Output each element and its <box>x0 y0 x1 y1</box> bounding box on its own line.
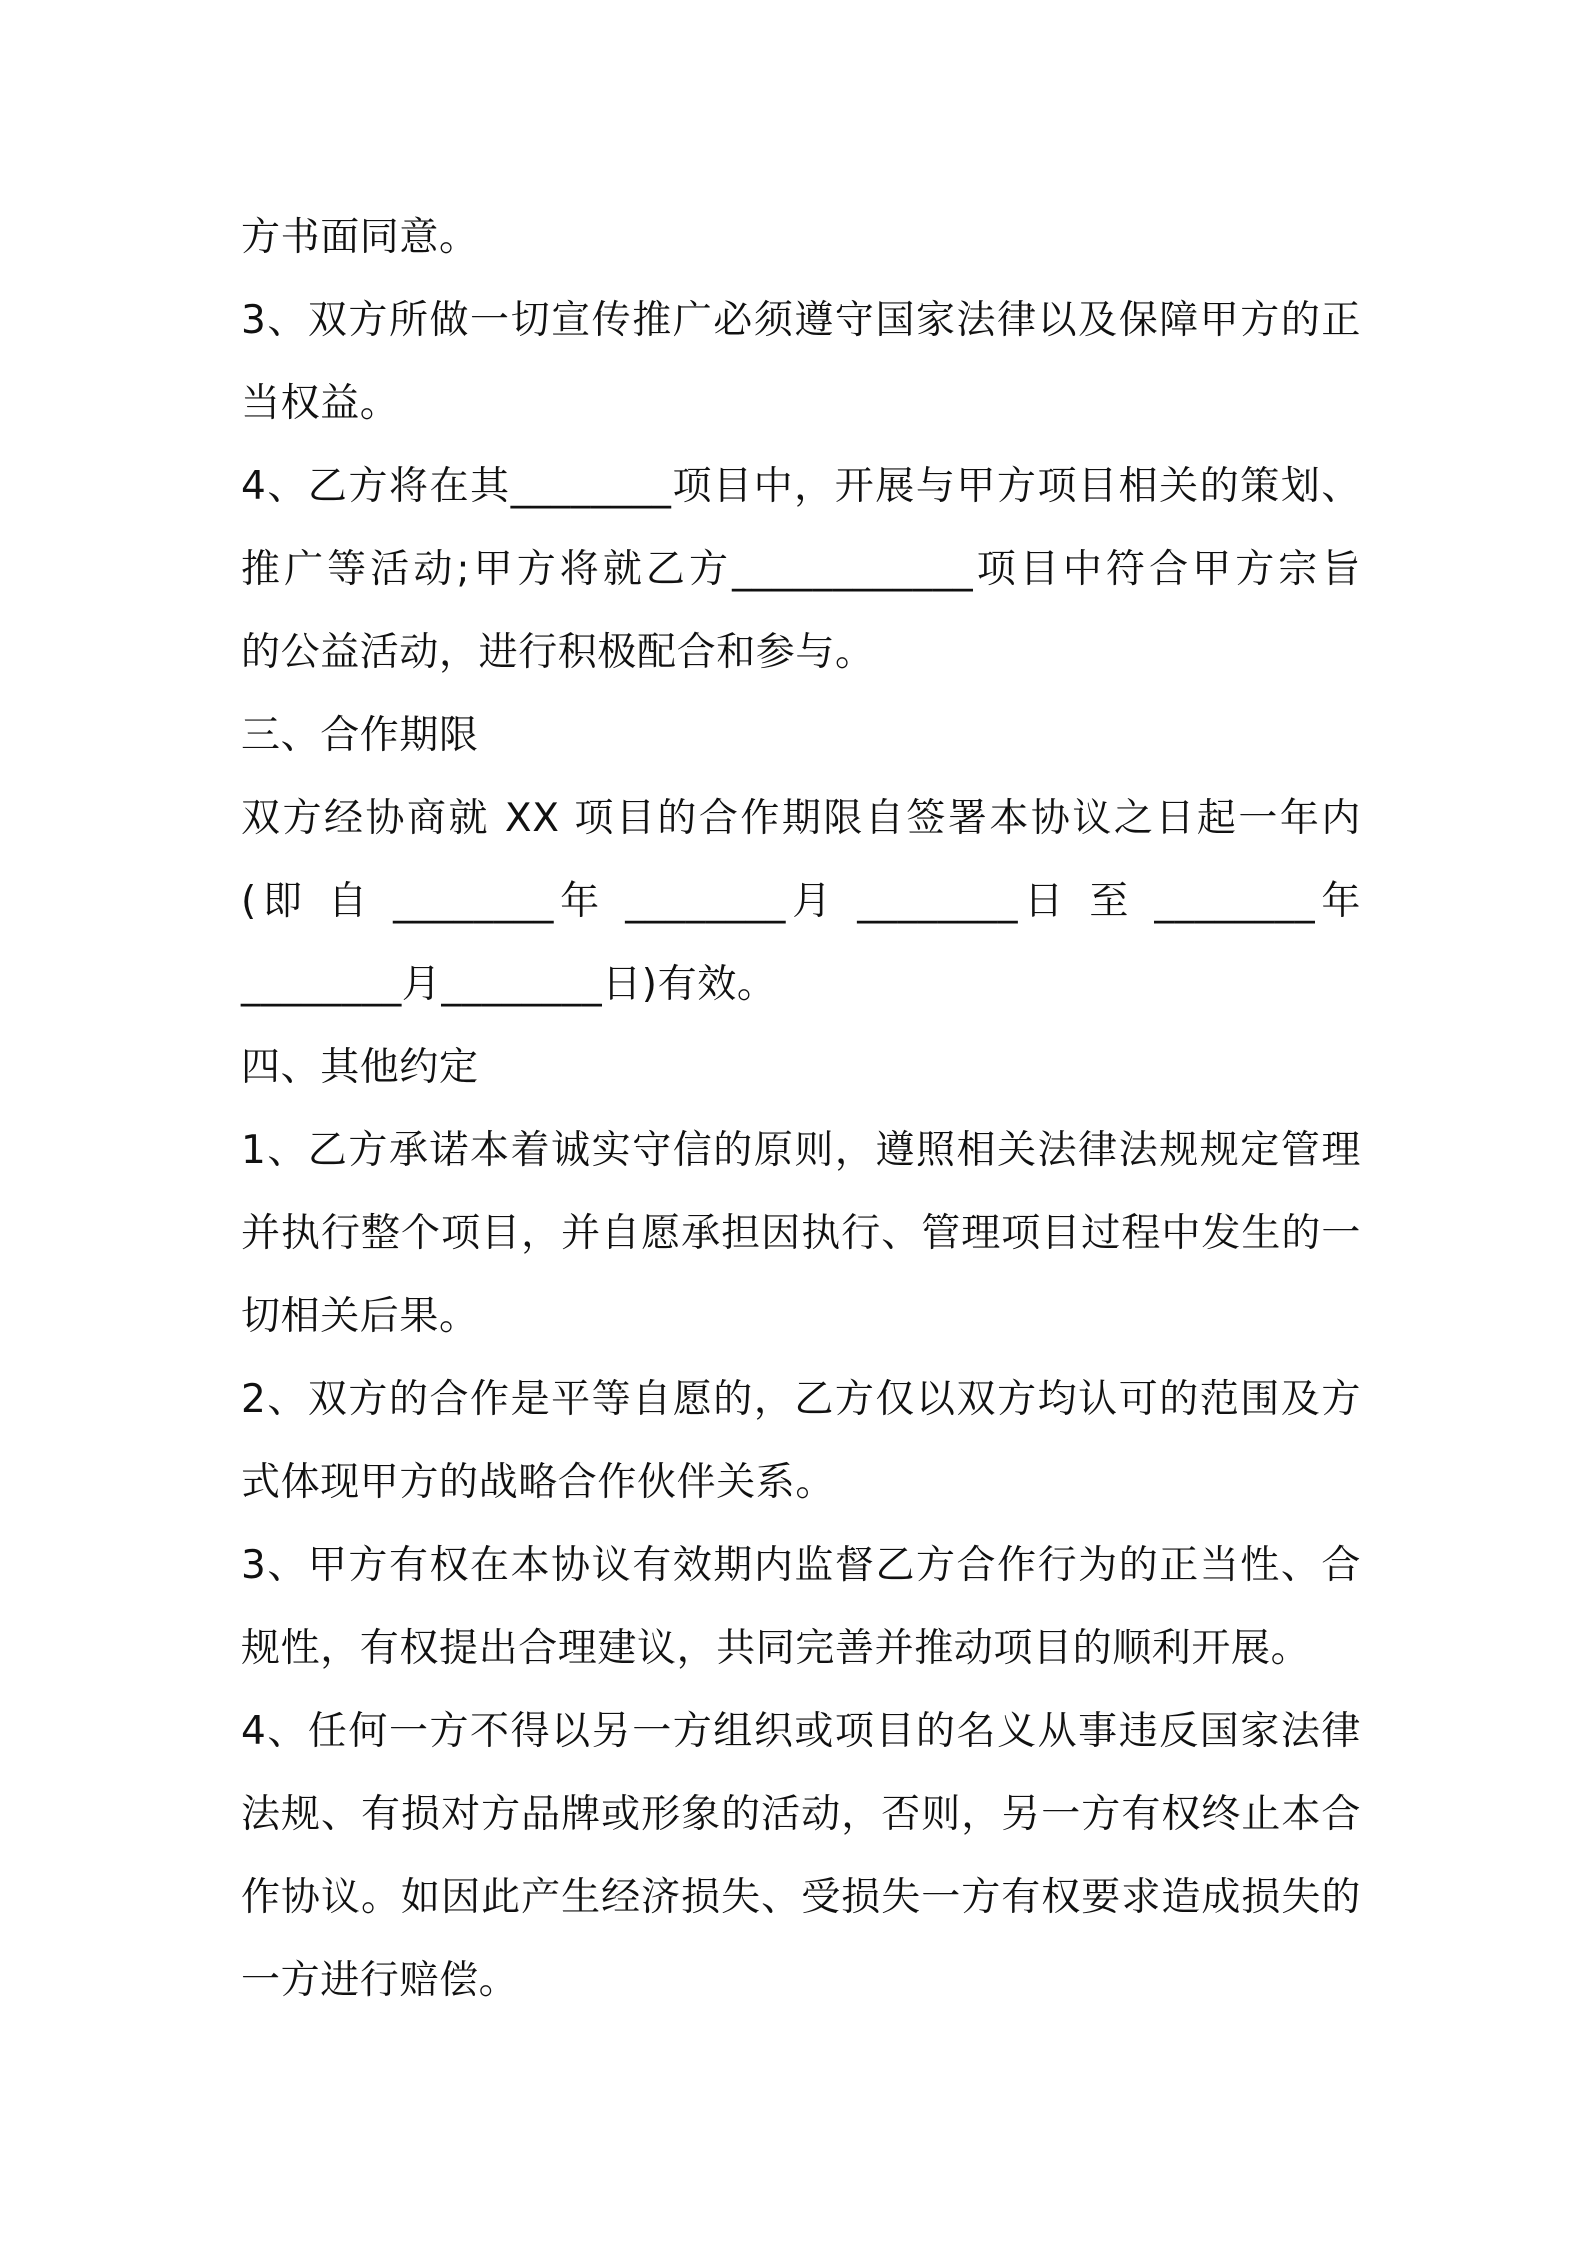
text-line: 一方进行赔偿。 <box>241 1958 519 2003</box>
text-line: 规性，有权提出合理建议，共同完善并推动项目的顺利开展。 <box>241 1626 1311 1671</box>
text-line: 双方经协商就 XX 项目的合作期限自签署本协议之日起一年内 <box>241 796 1361 841</box>
text-line: 2、双方的合作是平等自愿的，乙方仅以双方均认可的范围及方 <box>241 1377 1361 1422</box>
text-line: 方书面同意。 <box>241 215 479 260</box>
text-line: 并执行整个项目，并自愿承担因执行、管理项目过程中发生的一 <box>241 1211 1361 1256</box>
text-line: 的公益活动，进行积极配合和参与。 <box>241 630 875 675</box>
text-line: 3、甲方有权在本协议有效期内监督乙方合作行为的正当性、合 <box>241 1543 1361 1588</box>
section-heading: 三、合作期限 <box>241 713 479 758</box>
text-line: ________月________日)有效。 <box>241 962 777 1007</box>
text-line: 切相关后果。 <box>241 1294 479 1339</box>
text-line: (即 自 ________年 ________月 ________日 至 ________年 <box>241 879 1361 924</box>
text-line: 4、任何一方不得以另一方组织或项目的名义从事违反国家法律 <box>241 1709 1361 1754</box>
document-body <box>241 196 1361 2022</box>
text-line: 当权益。 <box>241 381 400 426</box>
text-line: 1、乙方承诺本着诚实守信的原则，遵照相关法律法规规定管理 <box>241 1128 1361 1173</box>
text-line: 4、乙方将在其________项目中，开展与甲方项目相关的策划、 <box>241 464 1361 509</box>
text-line: 推广等活动;甲方将就乙方____________项目中符合甲方宗旨 <box>241 547 1361 592</box>
text-line: 法规、有损对方品牌或形象的活动，否则，另一方有权终止本合 <box>241 1792 1361 1837</box>
section-heading: 四、其他约定 <box>241 1045 479 1090</box>
text-line: 式体现甲方的战略合作伙伴关系。 <box>241 1460 836 1505</box>
text-line: 作协议。如因此产生经济损失、受损失一方有权要求造成损失的 <box>241 1875 1361 1920</box>
text-line: 3、双方所做一切宣传推广必须遵守国家法律以及保障甲方的正 <box>241 298 1361 343</box>
